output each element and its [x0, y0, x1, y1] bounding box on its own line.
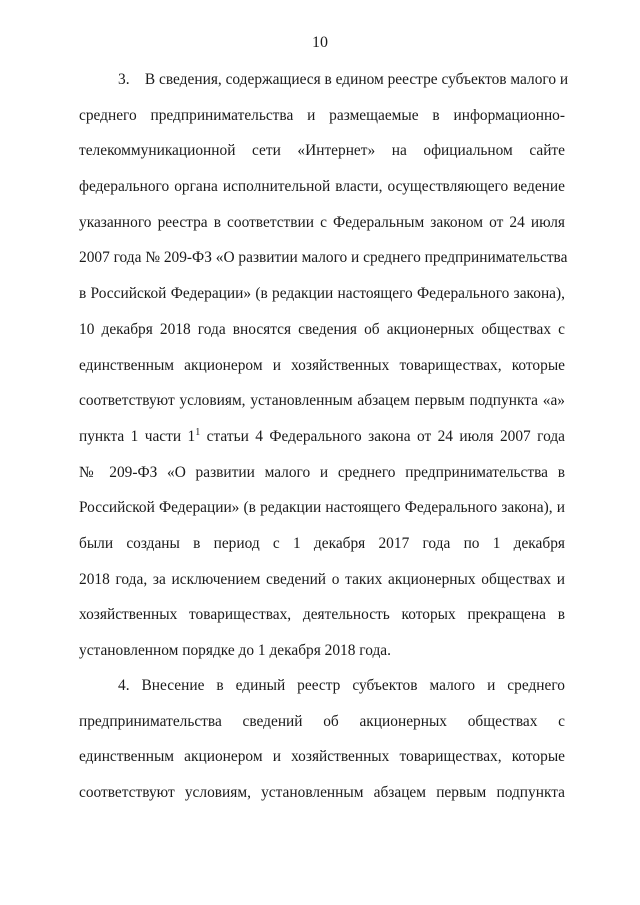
text-line: в Российской Федерации» (в редакции настоящего Федерального закона), [79, 285, 565, 303]
text-line: соответствуют условиям, установленным абзацем первым подпункта «а» [79, 392, 565, 410]
text-line: единственным акционером и хозяйственных товариществах, которые [79, 748, 565, 766]
text-line: 2007 года № 209-ФЗ «О развитии малого и среднего предпринимательства [79, 249, 568, 267]
text-line: были созданы в период с 1 декабря 2017 года по 1 декабря [79, 534, 565, 552]
paragraph-4 [79, 676, 565, 819]
text-segment: статьи 4 Федерального закона от 24 июля 2007 года [200, 427, 565, 445]
text-line-with-superscript [79, 427, 565, 463]
text-segment: пункта 1 части 1 [79, 427, 196, 445]
text-line: 4. Внесение в единый реестр субъектов малого и среднего [118, 677, 565, 694]
text-line: единственным акционером и хозяйственных товариществах, которые [79, 356, 565, 374]
text-line: 10 декабря 2018 года вносятся сведения об акционерных обществах с [79, 320, 565, 338]
paragraph-3 [79, 70, 569, 677]
text-line: хозяйственных товариществах, деятельность которых прекращена в [79, 606, 565, 624]
text-line: Российской Федерации» (в редакции настоящего Федерального закона), и [79, 499, 565, 517]
text-line: установленном порядке до 1 декабря 2018 года. [79, 642, 391, 659]
superscript: 1 [195, 426, 201, 438]
text-line: соответствуют условиям, установленным абзацем первым подпункта [79, 784, 565, 802]
text-line: 2018 года, за исключением сведений о таких акционерных обществах и [79, 570, 565, 588]
text-line: предпринимательства сведений об акционерных обществах с [79, 712, 565, 730]
text-line: указанного реестра в соответствии с Федеральным законом от 24 июля [79, 213, 565, 231]
text-line: № 209-ФЗ «О развитии малого и среднего предпринимательства в [79, 463, 565, 481]
text-line: телекоммуникационной сети «Интернет» на официальном сайте [79, 142, 565, 160]
page-number: 10 [312, 34, 328, 51]
text-line: 3. В сведения, содержащиеся в едином реестре субъектов малого и [118, 71, 569, 88]
text-line: федерального органа исполнительной власти, осуществляющего ведение [79, 178, 565, 196]
text-line: среднего предпринимательства и размещаемые в информационно- [79, 106, 565, 124]
